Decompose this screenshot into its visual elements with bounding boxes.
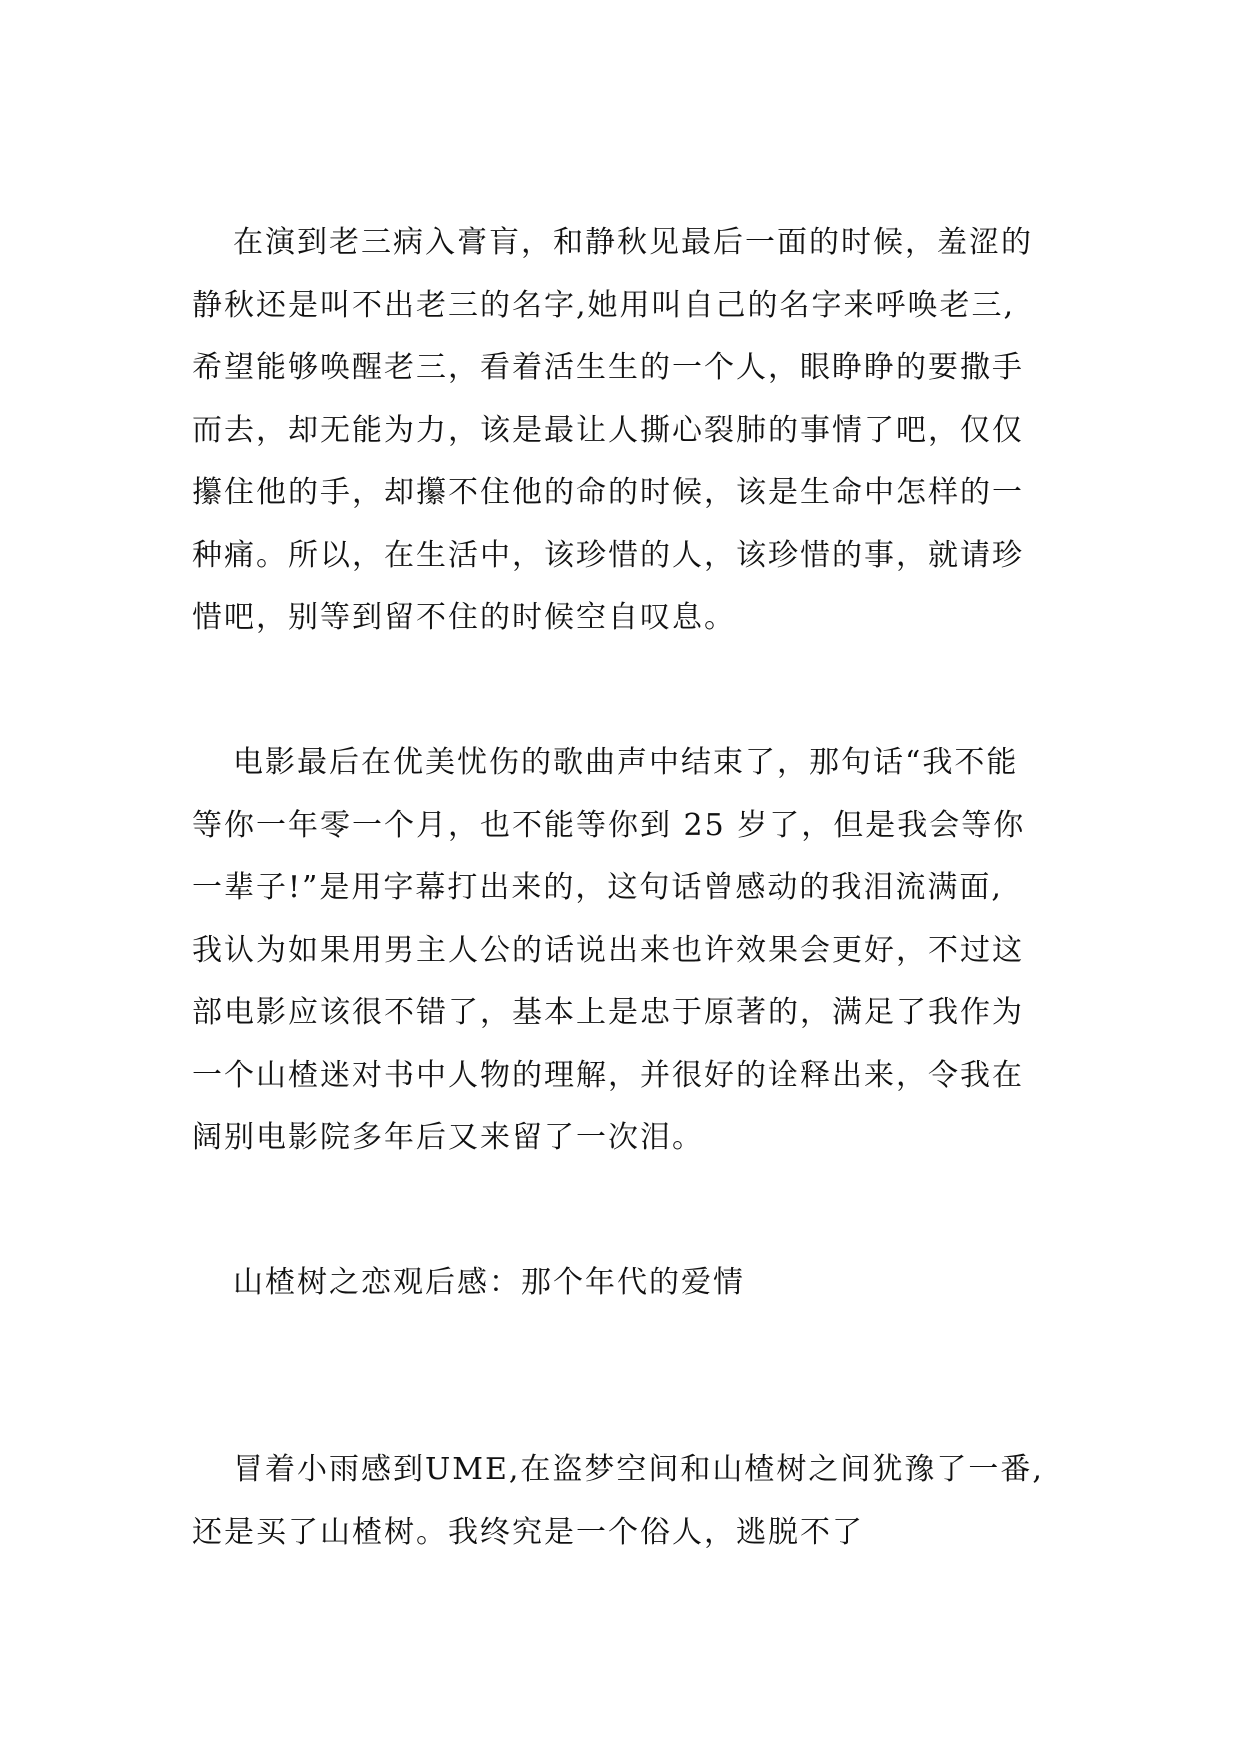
- paragraph-line: 冒着小雨感到UME,在盗梦空间和山楂树之间犹豫了一番,: [233, 1452, 1044, 1487]
- paragraph-line: 惜吧，别等到留不住的时候空自叹息。: [192, 600, 736, 635]
- paragraph-line: 在演到老三病入膏肓，和静秋见最后一面的时候，羞涩的: [233, 225, 1033, 260]
- paragraph-3: [192, 1439, 1082, 1564]
- paragraph-line: 种痛。所以，在生活中，该珍惜的人，该珍惜的事，就请珍: [192, 537, 1024, 573]
- paragraph-line: 攥住他的手，却攥不住他的命的时候，该是生命中怎样的一: [192, 475, 1024, 510]
- paragraph-1: [192, 212, 1082, 650]
- paragraph-line: 等你一年零一个月，也不能等你到 25 岁了，但是我会等你: [192, 807, 1026, 843]
- paragraph-line: 我认为如果用男主人公的话说出来也许效果会更好，不过这: [192, 932, 1024, 968]
- section-heading: [192, 1252, 1082, 1315]
- paragraph-line: 部电影应该很不错了，基本上是忠于原著的，满足了我作为: [192, 995, 1024, 1030]
- paragraph-line: 一辈子!”是用字幕打出来的，这句话曾感动的我泪流满面,: [192, 870, 1003, 905]
- paragraph-line: 电影最后在优美忧伤的歌曲声中结束了，那句话“我不能: [233, 745, 1019, 780]
- paragraph-line: 阔别电影院多年后又来留了一次泪。: [192, 1120, 704, 1155]
- paragraph-line: 一个山楂迷对书中人物的理解，并很好的诠释出来，令我在: [192, 1057, 1024, 1093]
- paragraph-line: 而去，却无能为力，该是最让人撕心裂肺的事情了吧，仅仅: [192, 412, 1024, 448]
- paragraph-line: 静秋还是叫不出老三的名字,她用叫自己的名字来呼唤老三,: [192, 287, 1016, 323]
- paragraph-line: 希望能够唤醒老三，看着活生生的一个人，眼睁睁的要撒手: [192, 350, 1024, 385]
- section-heading-text: 山楂树之恋观后感：那个年代的爱情: [233, 1265, 745, 1300]
- paragraph-2: [192, 732, 1082, 1170]
- paragraph-line: 还是买了山楂树。我终究是一个俗人，逃脱不了: [192, 1514, 864, 1550]
